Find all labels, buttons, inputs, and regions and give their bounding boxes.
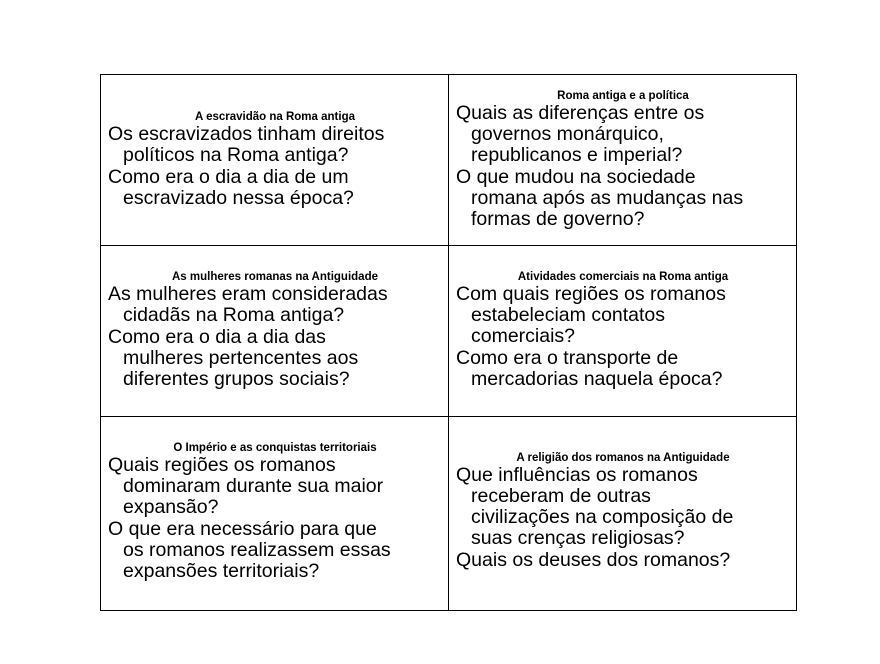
question: Quais os deuses dos romanos? bbox=[456, 549, 731, 571]
question: Quais regiões os romanos dominaram durante sua maior expansão? bbox=[108, 454, 384, 518]
card-title: O Império e as conquistas territoriais bbox=[173, 442, 377, 454]
card-escravidao bbox=[101, 75, 449, 246]
card-title: Roma antiga e a política bbox=[557, 90, 689, 102]
question: Os escravizados tinham direitos políticos na Roma antiga? bbox=[108, 123, 385, 166]
question: O que era necessário para que os romanos realizassem essas expansões territoriais? bbox=[108, 518, 391, 582]
card-imperio bbox=[101, 417, 449, 610]
question: As mulheres eram consideradas cidadãs na Roma antiga? bbox=[108, 283, 388, 326]
question: Que influências os romanos receberam de outras civilizações na composição de suas crenças religiosas? bbox=[456, 464, 734, 549]
card-mulheres bbox=[101, 246, 449, 417]
question: Como era o transporte de mercadorias naquela época? bbox=[456, 347, 723, 390]
question: O que mudou na sociedade romana após as mudanças nas formas de governo? bbox=[456, 166, 744, 230]
card-title: A religião dos romanos na Antiguidade bbox=[516, 452, 730, 464]
card-title: As mulheres romanas na Antiguidade bbox=[172, 271, 378, 283]
card-title: A escravidão na Roma antiga bbox=[195, 111, 355, 123]
question: Como era o dia a dia de um escravizado nessa época? bbox=[108, 166, 354, 209]
question: Com quais regiões os romanos estabeleciam contatos comerciais? bbox=[456, 283, 726, 347]
card-grid bbox=[100, 74, 797, 611]
card-politica bbox=[449, 75, 796, 246]
question: Quais as diferenças entre os governos monárquico, republicanos e imperial? bbox=[456, 102, 705, 166]
question: Como era o dia a dia das mulheres pertencentes aos diferentes grupos sociais? bbox=[108, 326, 359, 390]
card-comercio bbox=[449, 246, 796, 417]
card-title: Atividades comerciais na Roma antiga bbox=[517, 271, 729, 283]
card-religiao bbox=[449, 417, 796, 610]
